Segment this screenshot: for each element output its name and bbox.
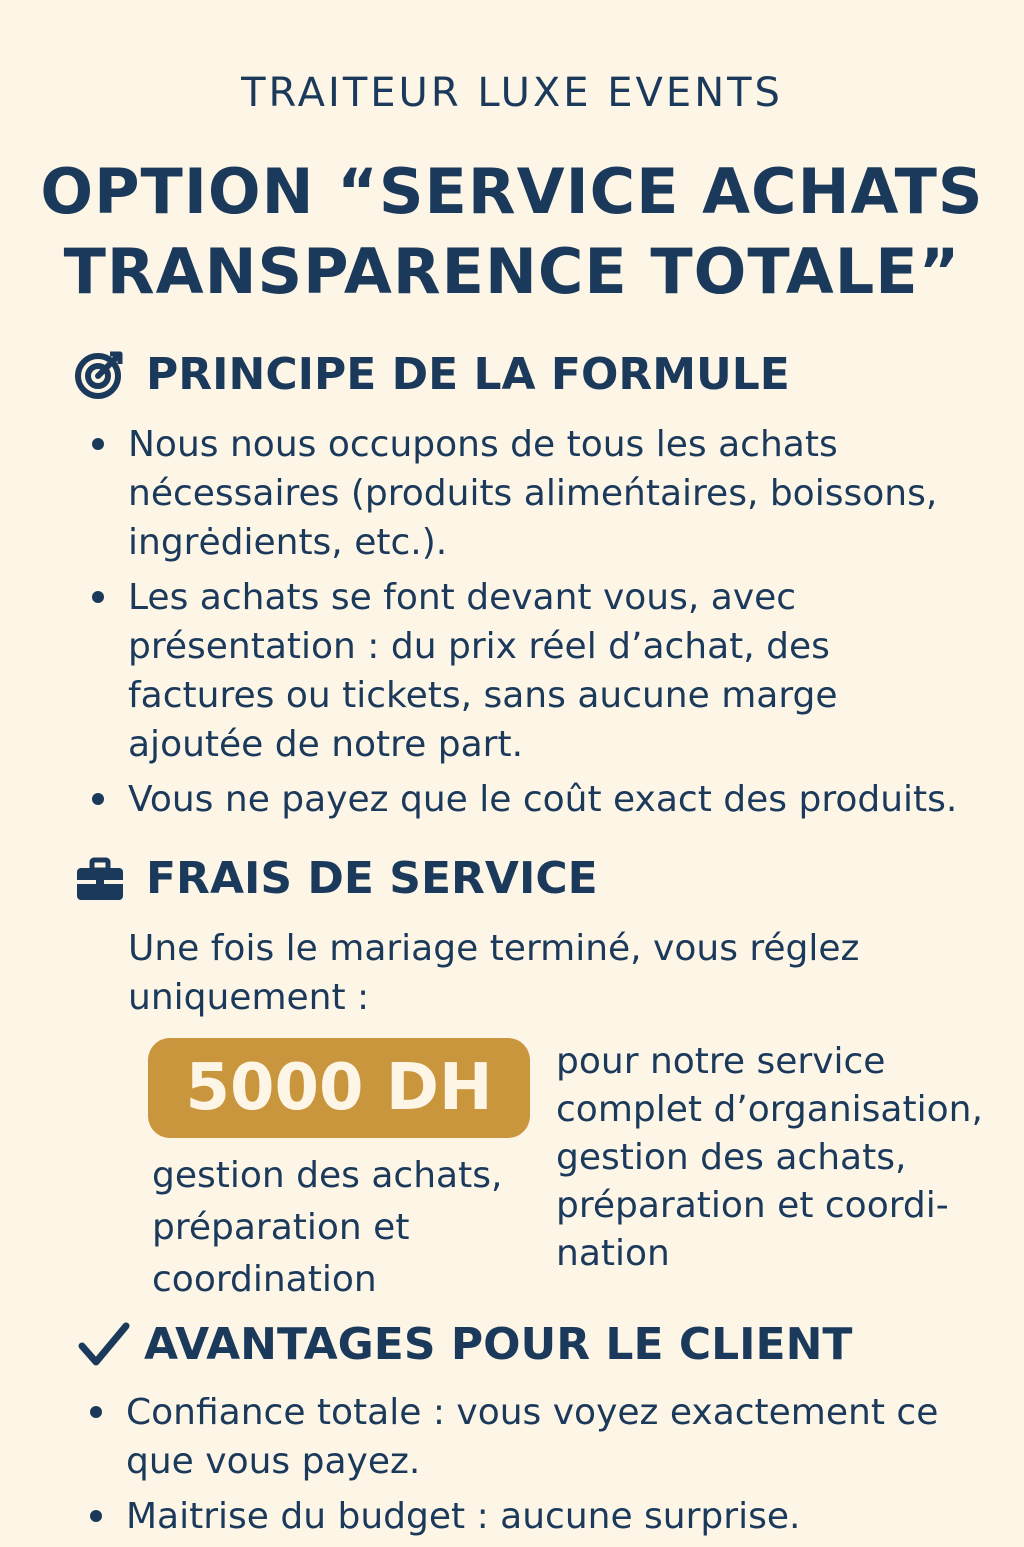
page-title — [0, 152, 1024, 312]
brand-name: TRAITEUR LUXE EVENTS — [241, 70, 783, 116]
principle-heading — [74, 348, 790, 400]
list-item: Confiance totale : vous voyez exactement ce que vous payez. — [82, 1388, 982, 1486]
price-caption: gestion des achats, préparation et coordination — [152, 1155, 503, 1300]
price-badge: 5000 DH — [148, 1038, 530, 1138]
target-icon — [74, 348, 126, 400]
list-item: Nous nous occupons de tous les achats nécessaires (produits alimeńtaires, boissons, ingrėdients, etc.). — [84, 420, 984, 567]
title-line-2: TRANSPARENCE TOTALE” — [63, 235, 961, 308]
service-intro: Une fois le mariage terminé, vous réglez uniquement : — [128, 928, 860, 1018]
briefcase-icon — [74, 852, 126, 904]
advantages-list — [82, 1388, 982, 1547]
list-item: Vous ne payez que le coût exact des produits. — [84, 775, 984, 824]
service-fees-heading-text: FRAIS DE SERVICE — [146, 852, 598, 904]
principle-list — [84, 420, 984, 830]
service-fees-heading — [74, 852, 598, 904]
list-item: Maitrise du budget : aucune surprise. — [82, 1492, 982, 1541]
advantages-heading-text: AVANTAGES POUR LE CLIENT — [144, 1318, 853, 1370]
advantages-heading — [78, 1318, 852, 1370]
title-line-1: OPTION “SERVICE ACHATS — [40, 155, 984, 228]
price-description: pour notre service complet d’organisation, gestion des achats, préparation et coordi-nation — [556, 1041, 983, 1274]
principle-heading-text: PRINCIPE DE LA FORMULE — [146, 348, 790, 400]
list-item: Les achats se font devant vous, avec présentation : du prix réel d’achat, des factures ou tickets, sans aucune marge ajoutée de notre part. — [84, 573, 984, 769]
checkmark-icon — [78, 1318, 130, 1370]
